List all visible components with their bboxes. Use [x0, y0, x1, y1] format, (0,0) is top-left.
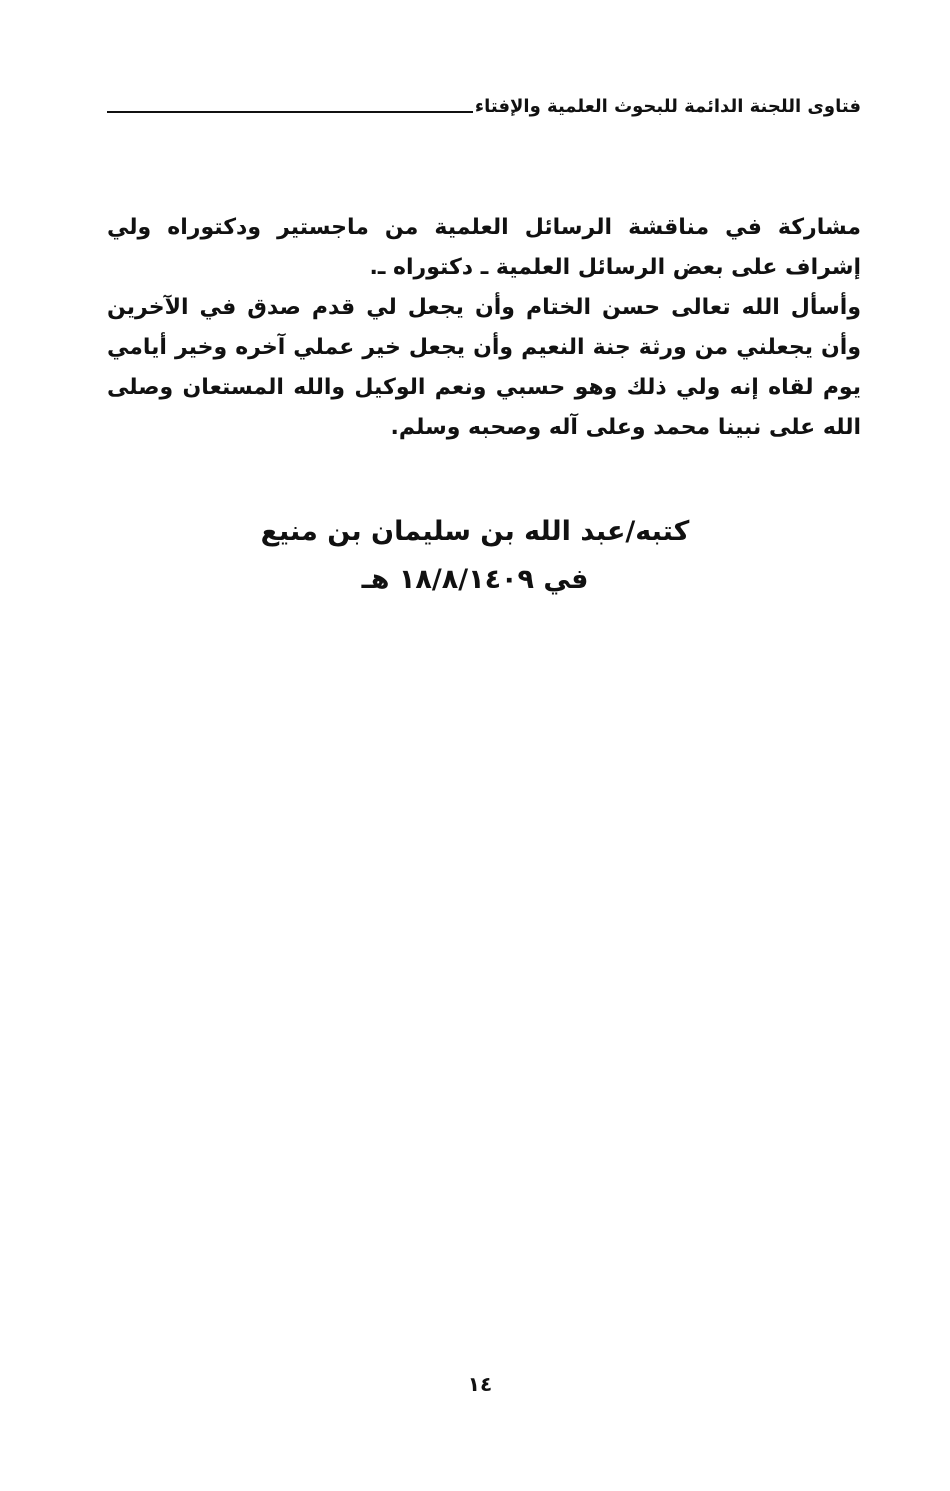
signature-date: في ١٨/٨/١٤٠٩ هـ	[361, 564, 589, 595]
paragraph-1: مشاركة في مناقشة الرسائل العلمية من ماجستير ودكتوراه ولي إشراف على بعض الرسائل العلمية ـ دكتوراه ـ.	[107, 215, 861, 280]
signature-author: كتبه/عبد الله بن سليمان بن منيع	[260, 516, 690, 547]
header-title: فتاوى اللجنة الدائمة للبحوث العلمية والإفتاء	[474, 96, 861, 117]
paragraph-2: وأسأل الله تعالى حسن الختام وأن يجعل لي قدم صدق في الآخرين وأن يجعلني من ورثة جنة النعيم وأن يجعل خير عملي آخره وخير أيامي يوم لقاه إنه ولي ذلك وهو حسبي ونعم الوكيل والله المستعان وصلى الله على نبينا محمد وعلى آله وصحبه وسلم.	[107, 295, 861, 440]
page-number: ١٤	[467, 1372, 493, 1396]
header-rule	[107, 111, 473, 113]
running-header	[107, 88, 861, 122]
signature-block	[250, 508, 700, 604]
body-text	[107, 208, 861, 448]
